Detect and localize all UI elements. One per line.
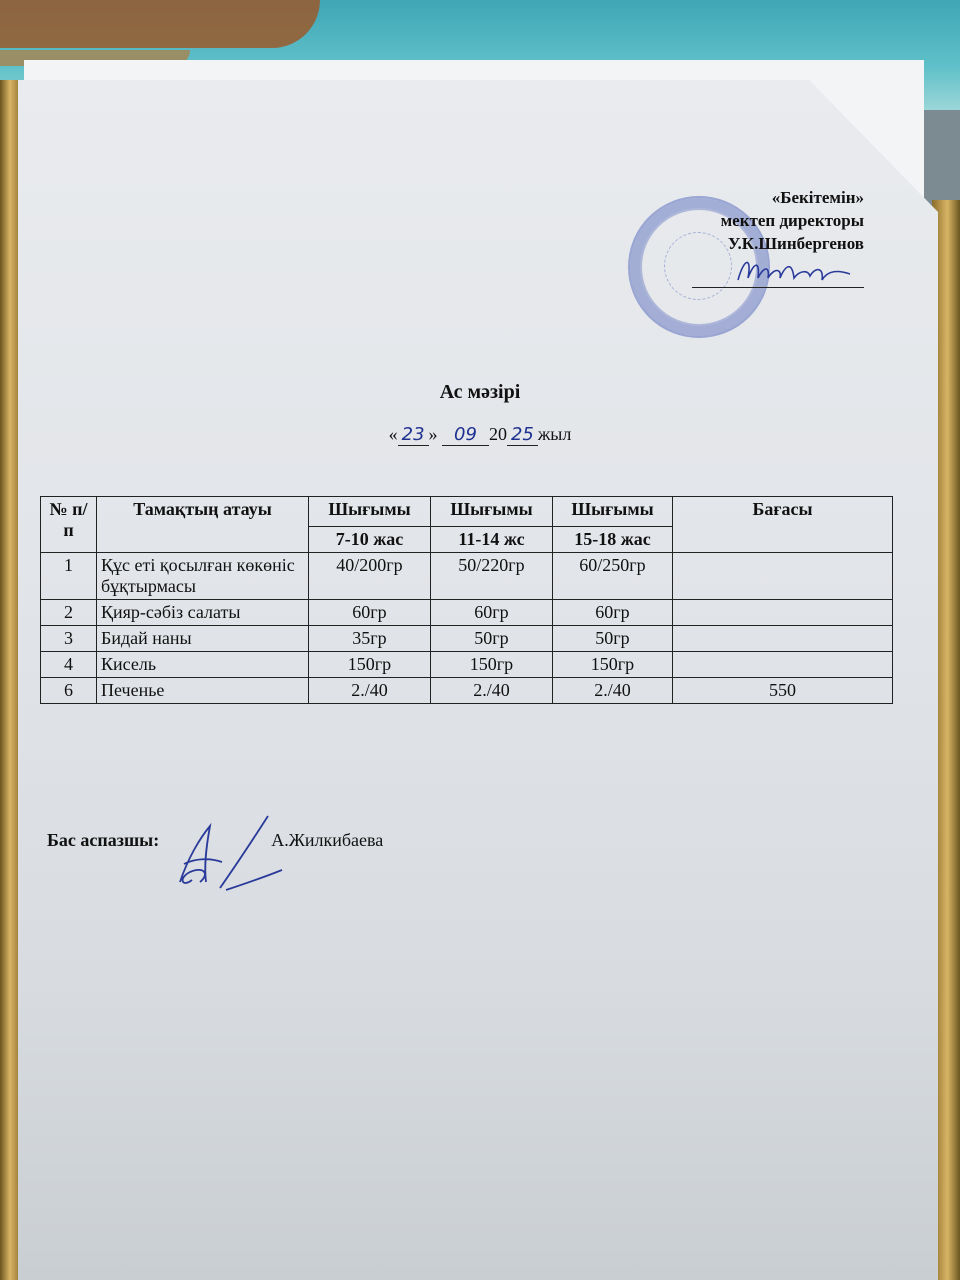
date-day: 23 bbox=[398, 424, 429, 446]
row-dish-name: Қияр-сәбіз салаты bbox=[97, 600, 309, 626]
approval-line-3: У.К.Шинбергенов bbox=[727, 234, 864, 253]
date-suffix: жыл bbox=[537, 424, 572, 444]
chef-signature bbox=[170, 808, 290, 898]
approval-line-2: мектеп директоры bbox=[720, 211, 864, 230]
table-row bbox=[41, 652, 893, 678]
table-header-row bbox=[41, 497, 893, 527]
header-output-3: Шығымы bbox=[553, 497, 673, 527]
menu-table bbox=[40, 496, 893, 704]
document-date bbox=[0, 424, 960, 445]
chef-name: А.Жилкибаева bbox=[271, 830, 384, 850]
header-number: № п/п bbox=[41, 497, 97, 553]
row-number: 3 bbox=[41, 626, 97, 652]
row-price bbox=[673, 553, 893, 600]
chef-label: Бас аспазшы: bbox=[47, 830, 160, 850]
date-year-suffix: 25 bbox=[507, 424, 538, 446]
director-signature bbox=[730, 252, 860, 288]
row-number: 1 bbox=[41, 553, 97, 600]
row-number: 2 bbox=[41, 600, 97, 626]
row-dish-name: Печенье bbox=[97, 678, 309, 704]
header-dish-name: Тамақтың атауы bbox=[97, 497, 309, 553]
row-price: 550 bbox=[673, 678, 893, 704]
row-output-2: 50гр bbox=[431, 626, 553, 652]
header-output-2: Шығымы bbox=[431, 497, 553, 527]
row-output-2: 2./40 bbox=[431, 678, 553, 704]
row-number: 6 bbox=[41, 678, 97, 704]
row-output-1: 40/200гр bbox=[309, 553, 431, 600]
date-close-quote: » bbox=[428, 424, 438, 444]
row-dish-name: Құс еті қосылған көкөніс бұқтырмасы bbox=[97, 553, 309, 600]
row-output-2: 50/220гр bbox=[431, 553, 553, 600]
row-dish-name: Кисель bbox=[97, 652, 309, 678]
row-output-1: 150гр bbox=[309, 652, 431, 678]
wall-decoration bbox=[0, 0, 320, 48]
table-row bbox=[41, 626, 893, 652]
row-dish-name: Бидай наны bbox=[97, 626, 309, 652]
row-output-3: 60/250гр bbox=[553, 553, 673, 600]
table-row bbox=[41, 600, 893, 626]
header-price: Бағасы bbox=[673, 497, 893, 553]
row-price bbox=[673, 652, 893, 678]
table-row bbox=[41, 678, 893, 704]
row-output-2: 150гр bbox=[431, 652, 553, 678]
row-output-3: 2./40 bbox=[553, 678, 673, 704]
row-output-1: 35гр bbox=[309, 626, 431, 652]
date-open-quote: « bbox=[388, 424, 398, 444]
row-price bbox=[673, 600, 893, 626]
date-year-prefix: 20 bbox=[488, 424, 507, 444]
row-output-1: 2./40 bbox=[309, 678, 431, 704]
header-age-3: 15-18 жас bbox=[553, 527, 673, 553]
row-output-3: 150гр bbox=[553, 652, 673, 678]
table-row bbox=[41, 553, 893, 600]
row-output-1: 60гр bbox=[309, 600, 431, 626]
row-output-2: 60гр bbox=[431, 600, 553, 626]
row-price bbox=[673, 626, 893, 652]
row-output-3: 50гр bbox=[553, 626, 673, 652]
document-title: Ас мәзірі bbox=[439, 381, 521, 403]
header-age-2: 11-14 жс bbox=[431, 527, 553, 553]
row-number: 4 bbox=[41, 652, 97, 678]
header-output-1: Шығымы bbox=[309, 497, 431, 527]
date-month: 09 bbox=[442, 424, 489, 446]
header-age-1: 7-10 жас bbox=[309, 527, 431, 553]
approval-line-1: «Бекітемін» bbox=[771, 188, 864, 207]
row-output-3: 60гр bbox=[553, 600, 673, 626]
